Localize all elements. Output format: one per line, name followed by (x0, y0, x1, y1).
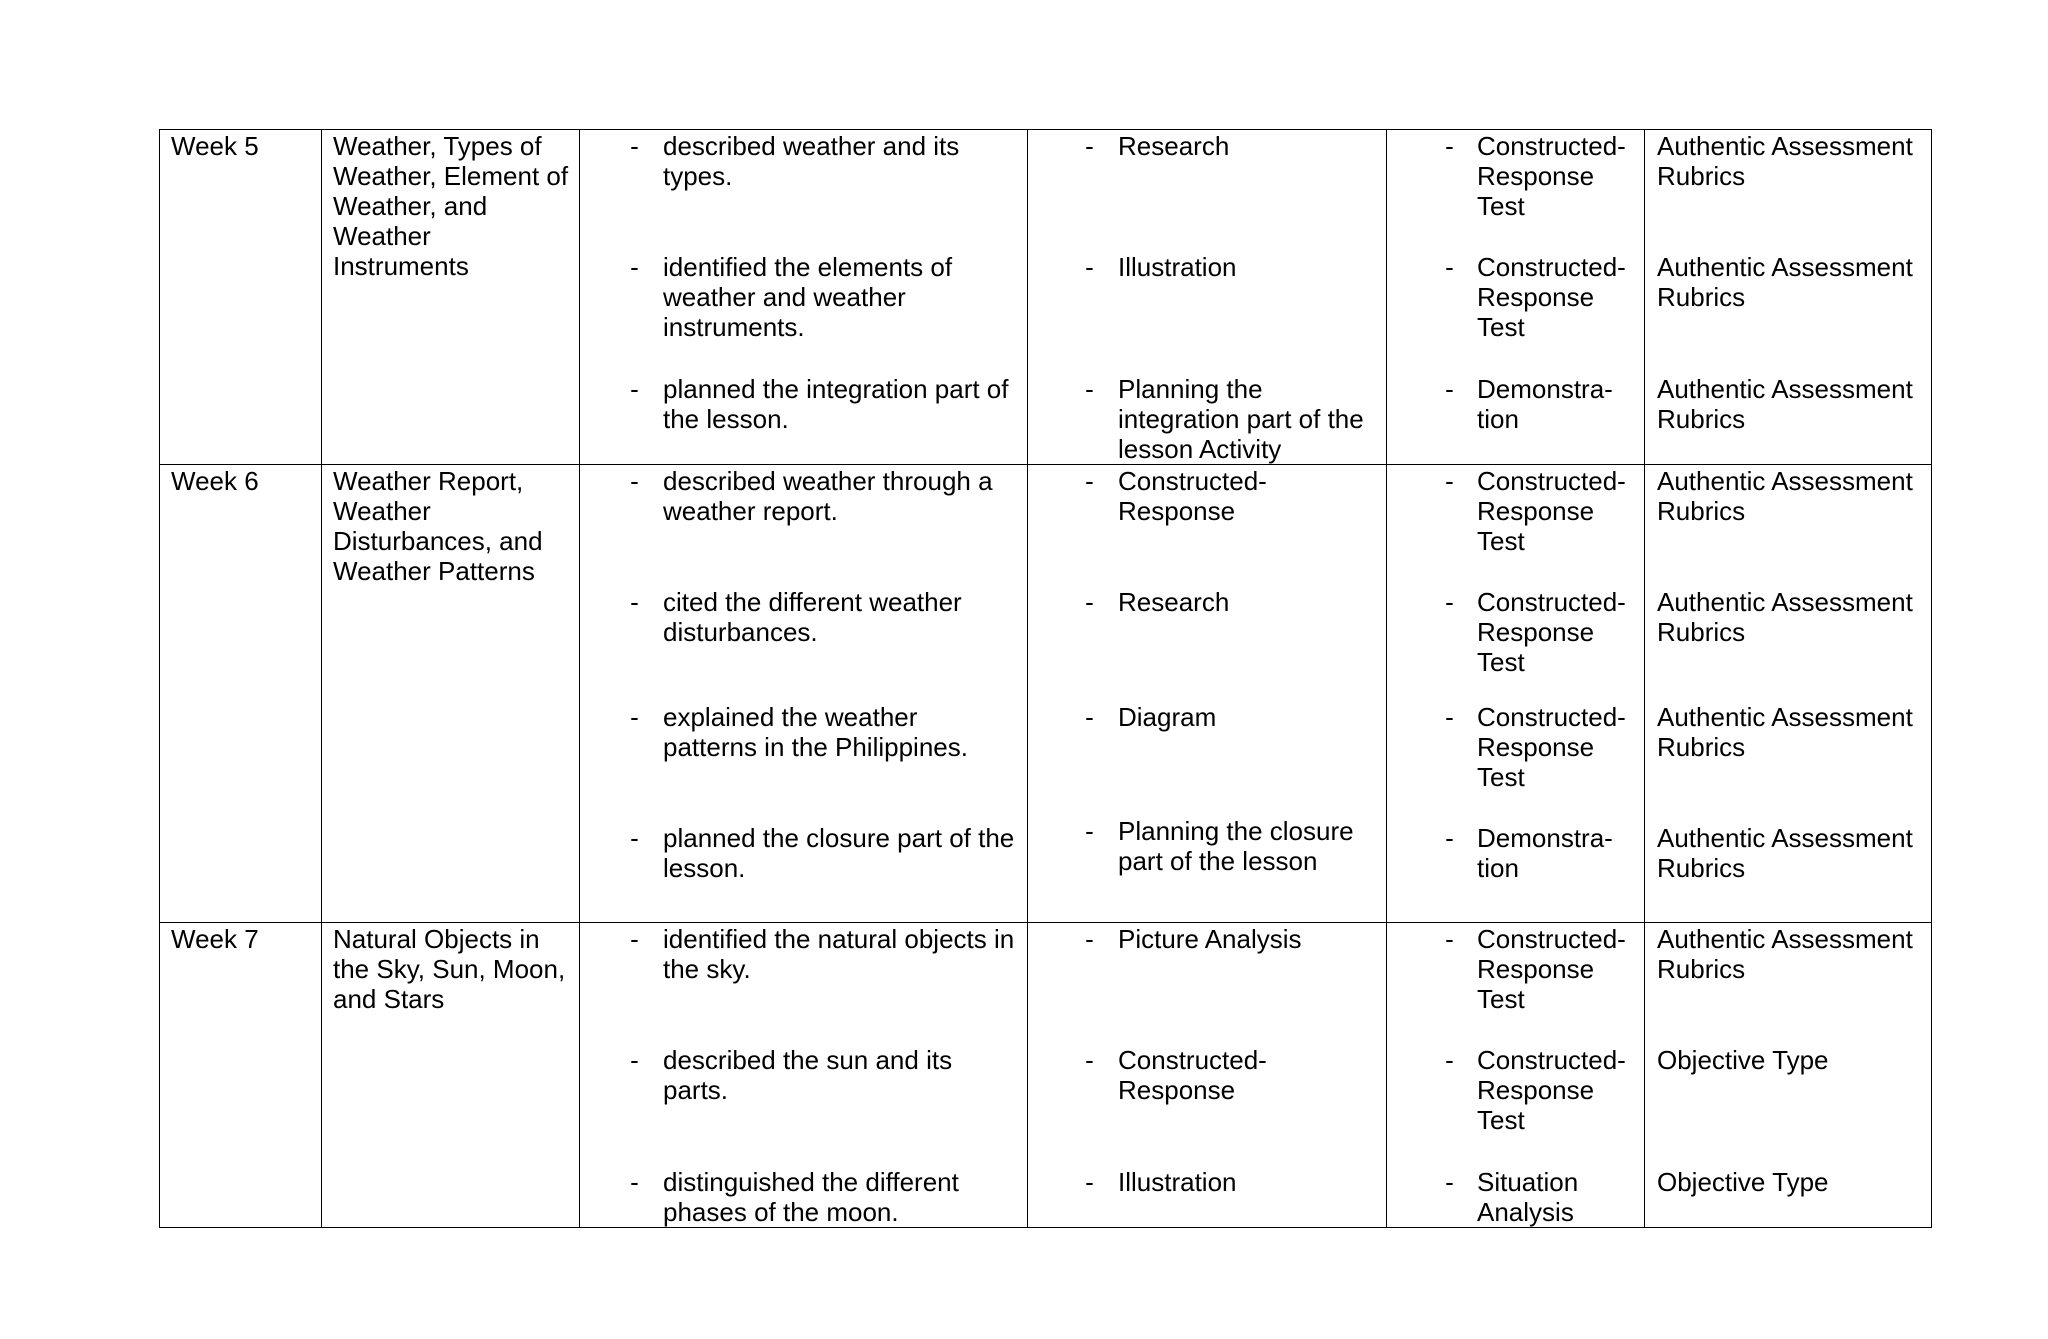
objective-item-text: described the sun and its parts. (663, 1045, 953, 1105)
objective-item-text: cited the different weather disturbances. (663, 587, 962, 647)
activity-item (1028, 1167, 1386, 1197)
objective-item-text: identified the elements of weather and weather instruments. (663, 252, 953, 342)
topic-text: Weather, Types of Weather, Element of Weather, and Weather Instruments (333, 131, 569, 281)
week-cell (160, 465, 322, 923)
activity-item-text: Research (1118, 587, 1230, 617)
activity-item-text: Diagram (1118, 702, 1217, 732)
objective-item-text: planned the closure part of the lesson. (663, 823, 1015, 883)
week-cell (160, 130, 322, 465)
bullet-dash: - (1085, 374, 1094, 404)
rubric-item (1657, 1045, 1931, 1075)
assessment-item (1387, 131, 1644, 221)
assessment-item (1387, 587, 1644, 677)
activity-item-text: Research (1118, 131, 1230, 161)
activity-item (1028, 587, 1386, 617)
objective-item (580, 252, 1027, 342)
objective-item (580, 374, 1027, 434)
bullet-dash: - (1085, 466, 1094, 496)
week-label: Week 7 (171, 924, 259, 954)
assessment-item (1387, 1167, 1644, 1227)
assessment-item (1387, 252, 1644, 342)
assessment-cell (1387, 465, 1645, 923)
activity-item (1028, 466, 1386, 526)
assessment-item (1387, 702, 1644, 792)
bullet-dash: - (630, 702, 639, 732)
assessment-item (1387, 1045, 1644, 1135)
bullet-dash: - (630, 587, 639, 617)
activity-item-text: Illustration (1118, 1167, 1237, 1197)
objective-item-text: identified the natural objects in the sky. (663, 924, 1015, 984)
objective-item (580, 466, 1027, 526)
rubric-item-text: Authentic Assessment Rubrics (1657, 587, 1913, 647)
rubric-item-text: Authentic Assessment Rubrics (1657, 823, 1913, 883)
bullet-dash: - (630, 1045, 639, 1075)
activities-cell (1028, 923, 1387, 1228)
activity-item (1028, 924, 1386, 954)
assessment-item (1387, 466, 1644, 556)
objective-item (580, 823, 1027, 883)
rubric-item (1657, 252, 1931, 312)
rubric-item-text: Objective Type (1657, 1167, 1829, 1197)
assessment-item-text: Constructed-Response Test (1477, 924, 1626, 1014)
activity-item (1028, 816, 1386, 876)
table-body (160, 130, 1932, 1228)
bullet-dash: - (1445, 466, 1454, 496)
activity-item (1028, 252, 1386, 282)
table-row (160, 465, 1932, 923)
bullet-dash: - (630, 374, 639, 404)
activity-item-text: Planning the integration part of the lesson Activity (1118, 374, 1364, 464)
activity-item (1028, 374, 1386, 464)
week-label: Week 5 (171, 131, 259, 161)
objective-item-text: described weather and its types. (663, 131, 960, 191)
activities-cell (1028, 465, 1387, 923)
rubric-item (1657, 587, 1931, 647)
bullet-dash: - (1085, 924, 1094, 954)
assessment-item-text: Demonstra-tion (1477, 823, 1613, 883)
bullet-dash: - (1445, 587, 1454, 617)
lesson-plan-table (159, 129, 1932, 1228)
objective-item-text: distinguished the different phases of the moon. (663, 1167, 959, 1227)
bullet-dash: - (630, 131, 639, 161)
topic-cell (322, 923, 580, 1228)
rubrics-cell (1645, 923, 1932, 1228)
rubric-item-text: Authentic Assessment Rubrics (1657, 374, 1913, 434)
rubric-item-text: Authentic Assessment Rubrics (1657, 252, 1913, 312)
activity-item-text: Picture Analysis (1118, 924, 1302, 954)
bullet-dash: - (1445, 823, 1454, 853)
topic-cell (322, 465, 580, 923)
objective-item (580, 587, 1027, 647)
assessment-item-text: Constructed-Response Test (1477, 131, 1626, 221)
activity-item-text: Constructed-Response (1118, 1045, 1267, 1105)
assessment-item-text: Demonstra-tion (1477, 374, 1613, 434)
bullet-dash: - (1445, 1167, 1454, 1197)
week-label: Week 6 (171, 466, 259, 496)
rubric-item (1657, 374, 1931, 434)
objectives-cell (580, 130, 1028, 465)
table-row (160, 130, 1932, 465)
week-cell (160, 923, 322, 1228)
bullet-dash: - (1085, 587, 1094, 617)
rubric-item-text: Authentic Assessment Rubrics (1657, 466, 1913, 526)
rubric-item-text: Authentic Assessment Rubrics (1657, 702, 1913, 762)
bullet-dash: - (1085, 252, 1094, 282)
bullet-dash: - (1445, 702, 1454, 732)
assessment-item-text: Constructed-Response Test (1477, 702, 1626, 792)
bullet-dash: - (1445, 374, 1454, 404)
objective-item (580, 924, 1027, 984)
objective-item (580, 702, 1027, 762)
assessment-cell (1387, 923, 1645, 1228)
objectives-cell (580, 923, 1028, 1228)
rubric-item (1657, 1167, 1931, 1197)
activity-item (1028, 1045, 1386, 1105)
objective-item (580, 1045, 1027, 1105)
rubric-item (1657, 131, 1931, 191)
bullet-dash: - (1445, 252, 1454, 282)
bullet-dash: - (1085, 1045, 1094, 1075)
bullet-dash: - (1445, 1045, 1454, 1075)
bullet-dash: - (1085, 702, 1094, 732)
bullet-dash: - (1085, 131, 1094, 161)
topic-text: Natural Objects in the Sky, Sun, Moon, and Stars (333, 924, 566, 1014)
activity-item (1028, 131, 1386, 161)
assessment-item-text: Situation Analysis (1477, 1167, 1579, 1227)
bullet-dash: - (1085, 1167, 1094, 1197)
activity-item-text: Constructed-Response (1118, 466, 1267, 526)
assessment-cell (1387, 130, 1645, 465)
assessment-item-text: Constructed-Response Test (1477, 466, 1626, 556)
activities-cell (1028, 130, 1387, 465)
objective-item (580, 131, 1027, 191)
bullet-dash: - (630, 466, 639, 496)
activity-item-text: Planning the closure part of the lesson (1118, 816, 1354, 876)
rubrics-cell (1645, 130, 1932, 465)
rubric-item (1657, 823, 1931, 883)
rubric-item (1657, 924, 1931, 984)
activity-item-text: Illustration (1118, 252, 1237, 282)
activity-item (1028, 702, 1386, 732)
objective-item-text: explained the weather patterns in the Philippines. (663, 702, 968, 762)
bullet-dash: - (1445, 131, 1454, 161)
rubrics-cell (1645, 465, 1932, 923)
table-row (160, 923, 1932, 1228)
bullet-dash: - (630, 252, 639, 282)
assessment-item-text: Constructed-Response Test (1477, 1045, 1626, 1135)
topic-text: Weather Report, Weather Disturbances, and Weather Patterns (333, 466, 543, 586)
assessment-item-text: Constructed-Response Test (1477, 587, 1626, 677)
rubric-item-text: Authentic Assessment Rubrics (1657, 924, 1913, 984)
bullet-dash: - (1085, 816, 1094, 846)
assessment-item (1387, 374, 1644, 434)
rubric-item (1657, 702, 1931, 762)
assessment-item (1387, 823, 1644, 883)
objective-item (580, 1167, 1027, 1227)
rubric-item (1657, 466, 1931, 526)
topic-cell (322, 130, 580, 465)
objectives-cell (580, 465, 1028, 923)
assessment-item (1387, 924, 1644, 1014)
bullet-dash: - (630, 1167, 639, 1197)
objective-item-text: described weather through a weather report. (663, 466, 993, 526)
assessment-item-text: Constructed-Response Test (1477, 252, 1626, 342)
bullet-dash: - (630, 924, 639, 954)
rubric-item-text: Objective Type (1657, 1045, 1829, 1075)
bullet-dash: - (630, 823, 639, 853)
rubric-item-text: Authentic Assessment Rubrics (1657, 131, 1913, 191)
objective-item-text: planned the integration part of the lesson. (663, 374, 1009, 434)
bullet-dash: - (1445, 924, 1454, 954)
